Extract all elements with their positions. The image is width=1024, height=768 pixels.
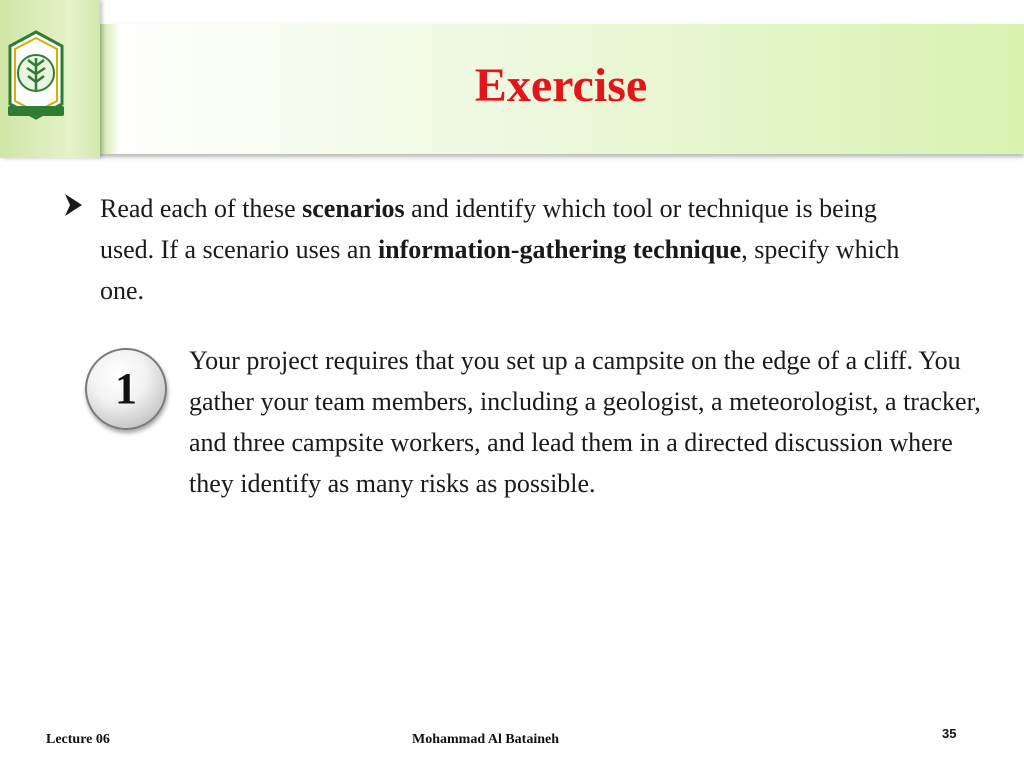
university-emblem-icon <box>0 26 72 126</box>
information-gathering-keyword: information-gathering technique <box>377 235 742 264</box>
scenario-text: Your project requires that you set up a campsite on the edge of a cliff. You gather your team members, including a geologist, a meteorologist, a tracker, and three campsite workers, and lead them in a directed discussion where they identify as many risks as possible. <box>189 346 981 498</box>
scenario-number-badge <box>85 348 167 430</box>
arrow-bullet-icon <box>62 192 84 218</box>
instruction-text-part: and identify which tool or technique is being used. If a scenario uses an <box>100 194 877 264</box>
instruction-text <box>100 188 900 311</box>
scenario-number: 1 <box>115 364 137 413</box>
scenarios-keyword: scenarios <box>302 194 405 223</box>
slide-title: Exercise <box>474 59 648 112</box>
instruction-text-part: Read each of these <box>100 194 303 223</box>
logo-panel <box>0 0 100 158</box>
footer-author: Mohammad Al Bataineh <box>412 732 560 747</box>
page-number: 35 <box>942 726 957 741</box>
footer-lecture: Lecture 06 <box>46 732 110 747</box>
instruction-text-part: , specify which one. <box>100 235 900 305</box>
